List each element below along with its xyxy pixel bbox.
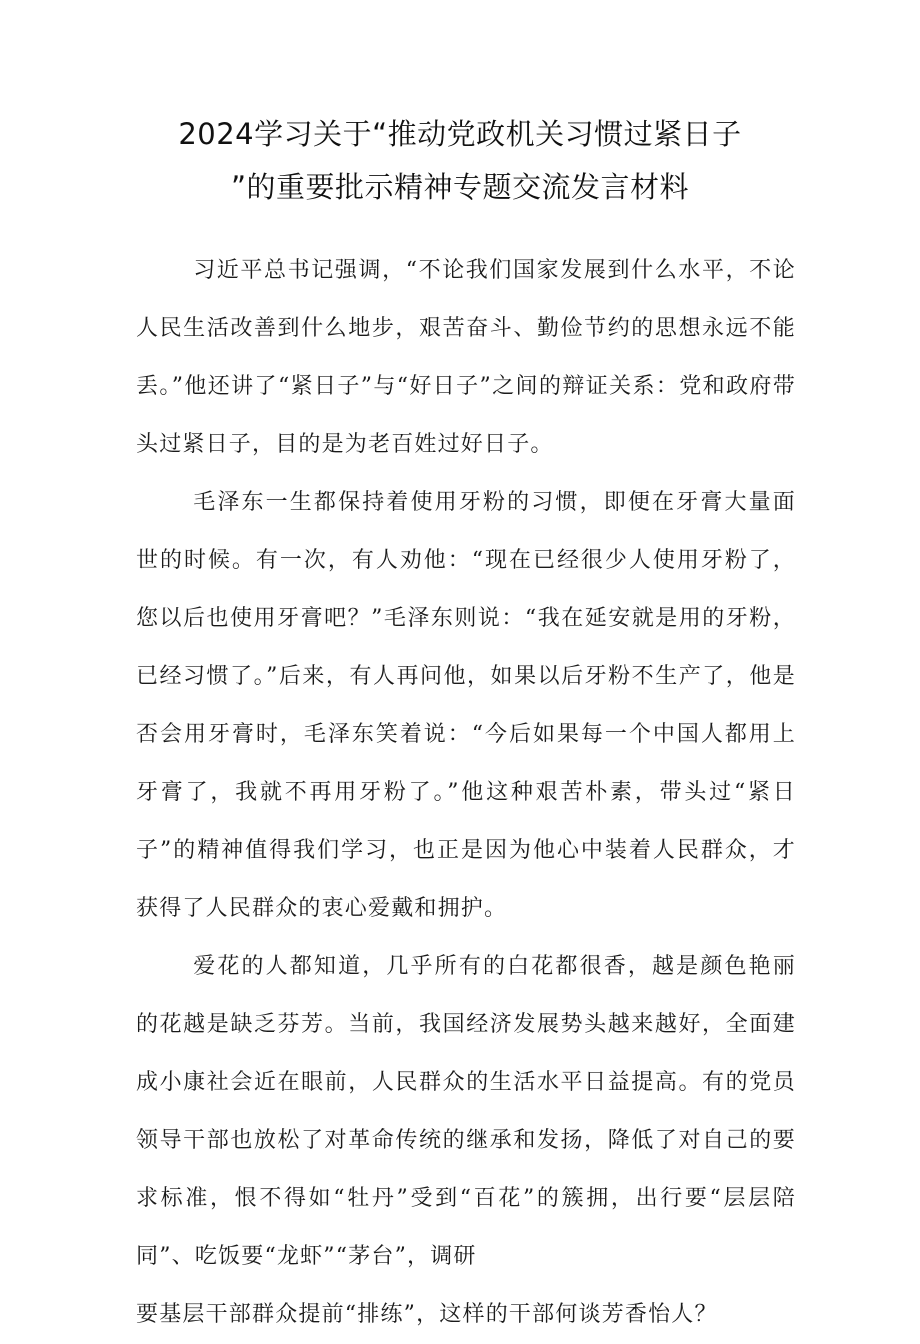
document-body <box>136 242 796 1344</box>
title-line-2: ”的重要批示精神专题交流发言材料 <box>230 170 690 204</box>
paragraph-2: 毛泽东一生都保持着使用牙粉的习惯，即便在牙膏大量面世的时候。有一次，有人劝他：“现在已经很少人使用牙粉了，您以后也使用牙膏吧？”毛泽东则说：“我在延安就是用的牙粉，已经习惯了。”后来，有人再问他，如果以后牙粉不生产了，他是否会用牙膏时，毛泽东笑着说：“今后如果每一个中国人都用上牙膏了，我就不再用牙粉了。”他这种艰苦朴素，带头过“紧日子”的精神值得我们学习，也正是因为他心中装着人民群众，才获得了人民群众的衷心爱戴和拥护。 <box>136 490 796 921</box>
title-line-1: 2024学习关于“推动党政机关习惯过紧日子 <box>178 117 742 151</box>
paragraph-3: 爱花的人都知道，几乎所有的白花都很香，越是颜色艳丽的花越是缺乏芬芳。当前，我国经济发展势头越来越好，全面建成小康社会近在眼前，人民群众的生活水平日益提高。有的党员领导干部也放松了对革命传统的继承和发扬，降低了对自己的要求标准，恨不得如“牡丹”受到“百花”的簇拥，出行要“层层陪同”、吃饭要“龙虾”“茅台”，调研 <box>136 954 796 1269</box>
paragraph-1: 习近平总书记强调，“不论我们国家发展到什么水平，不论人民生活改善到什么地步，艰苦奋斗、勤俭节约的思想永远不能丢。”他还讲了“紧日子”与“好日子”之间的辩证关系：党和政府带头过紧日子，目的是为老百姓过好日子。 <box>136 258 796 457</box>
document-title <box>120 108 800 214</box>
paragraph-4: 要基层干部群众提前“排练”，这样的干部何谈芳香怡人？ <box>136 1302 718 1327</box>
